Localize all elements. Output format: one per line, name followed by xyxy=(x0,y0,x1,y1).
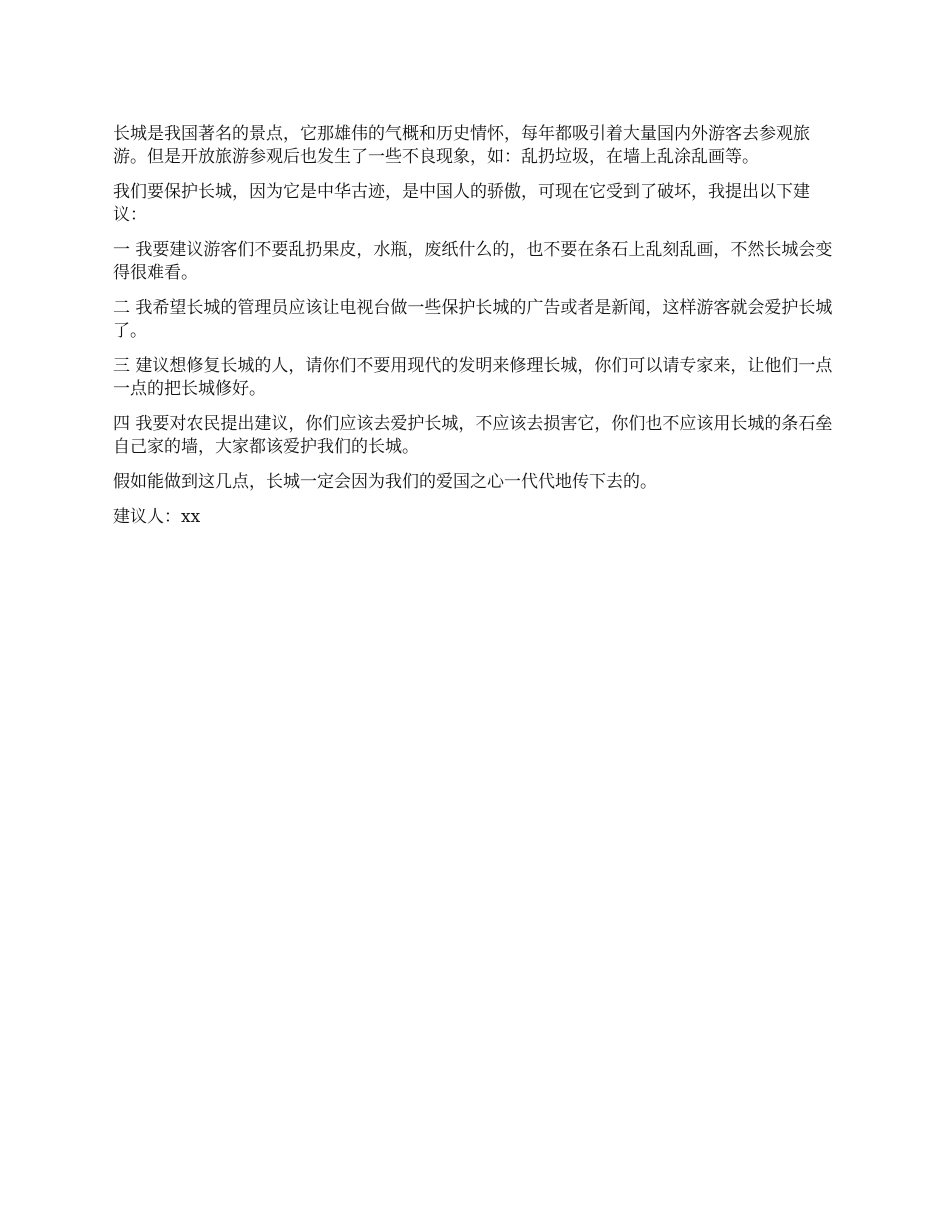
suggestion-three-paragraph: 三 建议想修复长城的人，请你们不要用现代的发明来修理长城，你们可以请专家来，让他们一点一点的把长城修好。 xyxy=(113,356,833,399)
suggestion-two-paragraph: 二 我希望长城的管理员应该让电视台做一些保护长城的广告或者是新闻，这样游客就会爱护长城了。 xyxy=(113,298,833,341)
suggestion-four-paragraph: 四 我要对农民提出建议，你们应该去爱护长城，不应该去损害它，你们也不应该用长城的条石垒自己家的墙，大家都该爱护我们的长城。 xyxy=(113,414,833,457)
intro-paragraph: 长城是我国著名的景点，它那雄伟的气概和历史情怀，每年都吸引着大量国内外游客去参观旅游。但是开放旅游参观后也发生了一些不良现象，如：乱扔垃圾，在墙上乱涂乱画等。 xyxy=(113,124,810,167)
signature-line: 建议人：xx xyxy=(113,507,201,527)
conclusion-paragraph: 假如能做到这几点，长城一定会因为我们的爱国之心一代代地传下去的。 xyxy=(113,472,657,492)
suggestion-one-paragraph: 一 我要建议游客们不要乱扔果皮，水瓶，废纸什么的，也不要在条石上乱刻乱画，不然长城会变得很难看。 xyxy=(113,240,833,283)
document-body xyxy=(113,123,839,529)
proposal-lead-paragraph: 我们要保护长城，因为它是中华古迹，是中国人的骄傲，可现在它受到了破坏，我提出以下建议： xyxy=(113,182,810,225)
